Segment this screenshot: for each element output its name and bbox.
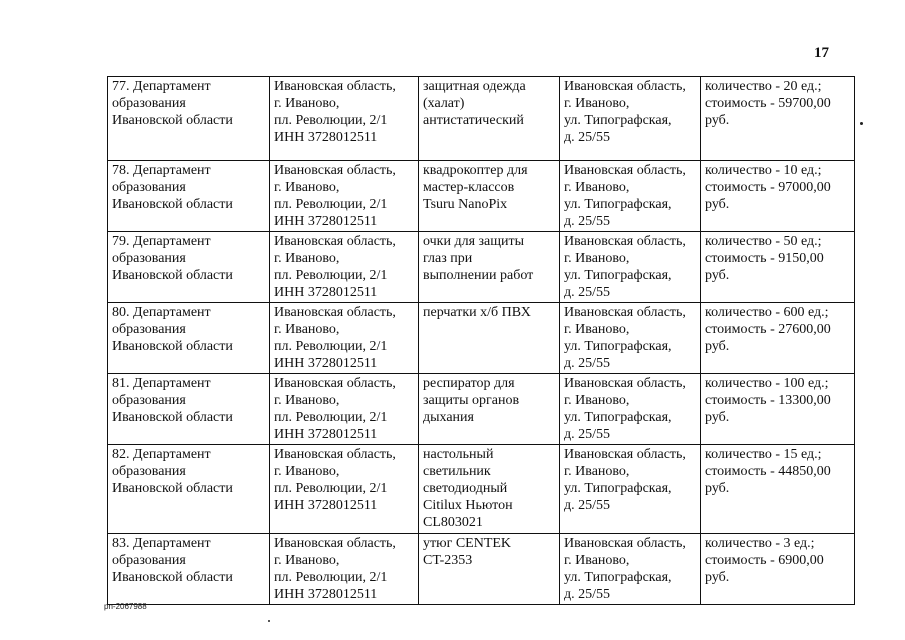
table-row (108, 232, 855, 303)
cell-line: ул. Типографская, (564, 268, 672, 283)
cell-line: стоимость - 13300,00 (705, 393, 831, 408)
cell-line: Ивановская область, (564, 447, 686, 462)
cell-line: пл. Революции, 2/1 (274, 268, 388, 283)
cell-line: пл. Революции, 2/1 (274, 570, 388, 585)
cell-line: глаз при (423, 251, 473, 266)
cell-line: д. 25/55 (564, 285, 611, 300)
cell-line: пл. Революции, 2/1 (274, 113, 388, 128)
table-row (108, 534, 855, 605)
cell-line: Ивановская область, (274, 234, 396, 249)
cell-line: мастер-классов (423, 180, 515, 195)
cell-line: Ивановская область, (274, 163, 396, 178)
cell-line: руб. (705, 339, 730, 354)
cell-line: руб. (705, 570, 730, 585)
cell-line: стоимость - 6900,00 (705, 553, 824, 568)
recipient-cell (560, 445, 701, 534)
table-row (108, 445, 855, 534)
cell-line: ул. Типографская, (564, 197, 672, 212)
agency-cell (108, 161, 270, 232)
cell-line: Ивановская область, (564, 79, 686, 94)
address-cell (270, 374, 419, 445)
address-cell (270, 161, 419, 232)
cell-line: Ивановской области (112, 197, 233, 212)
item-cell (419, 534, 560, 605)
table-row (108, 303, 855, 374)
cell-line: Ивановская область, (274, 376, 396, 391)
cell-line: Ивановская область, (274, 305, 396, 320)
cell-line: ИНН 3728012511 (274, 427, 378, 442)
cell-line: выполнении работ (423, 268, 534, 283)
cell-line: руб. (705, 268, 730, 283)
cell-line: г. Иваново, (564, 96, 630, 111)
cell-line: ул. Типографская, (564, 570, 672, 585)
cell-line: Tsuru NanoPix (423, 197, 508, 212)
cell-line: утюг CENTEK (423, 536, 512, 551)
quantity-cell (701, 445, 855, 534)
quantity-cell (701, 303, 855, 374)
cell-line: образования (112, 553, 186, 568)
cell-line: пл. Революции, 2/1 (274, 197, 388, 212)
item-cell (419, 77, 560, 161)
agency-cell (108, 374, 270, 445)
cell-line: ИНН 3728012511 (274, 214, 378, 229)
cell-line: д. 25/55 (564, 214, 611, 229)
scan-speck (268, 620, 270, 622)
scan-speck (860, 122, 863, 125)
cell-line: CT-2353 (423, 553, 473, 568)
cell-line: г. Иваново, (564, 322, 630, 337)
cell-line: стоимость - 9150,00 (705, 251, 824, 266)
cell-line: 78. Департамент (112, 163, 211, 178)
procurement-table (107, 76, 855, 605)
cell-line: Ивановская область, (274, 447, 396, 462)
quantity-cell (701, 534, 855, 605)
address-cell (270, 303, 419, 374)
agency-cell (108, 77, 270, 161)
table-row (108, 161, 855, 232)
cell-line: г. Иваново, (274, 393, 340, 408)
quantity-cell (701, 374, 855, 445)
cell-line: г. Иваново, (274, 464, 340, 479)
cell-line: количество - 50 ед.; (705, 234, 822, 249)
cell-line: 80. Департамент (112, 305, 211, 320)
address-cell (270, 445, 419, 534)
quantity-cell (701, 232, 855, 303)
cell-line: Ивановской области (112, 339, 233, 354)
cell-line: очки для защиты (423, 234, 525, 249)
cell-line: светильник (423, 464, 491, 479)
cell-line: д. 25/55 (564, 130, 611, 145)
cell-line: количество - 100 ед.; (705, 376, 829, 391)
cell-line: образования (112, 180, 186, 195)
item-cell (419, 232, 560, 303)
cell-line: Ивановская область, (564, 234, 686, 249)
cell-line: д. 25/55 (564, 498, 611, 513)
cell-line: г. Иваново, (564, 393, 630, 408)
cell-line: пл. Революции, 2/1 (274, 410, 388, 425)
cell-line: г. Иваново, (274, 251, 340, 266)
cell-line: Ивановская область, (274, 79, 396, 94)
cell-line: (халат) (423, 96, 465, 111)
cell-line: г. Иваново, (274, 180, 340, 195)
cell-line: настольный (423, 447, 494, 462)
cell-line: Citilux Ньютон (423, 498, 513, 513)
cell-line: ИНН 3728012511 (274, 285, 378, 300)
agency-cell (108, 445, 270, 534)
cell-line: количество - 20 ед.; (705, 79, 822, 94)
cell-line: образования (112, 393, 186, 408)
cell-line: 79. Департамент (112, 234, 211, 249)
agency-cell (108, 534, 270, 605)
cell-line: г. Иваново, (274, 553, 340, 568)
address-cell (270, 534, 419, 605)
cell-line: количество - 10 ед.; (705, 163, 822, 178)
cell-line: Ивановской области (112, 570, 233, 585)
item-cell (419, 161, 560, 232)
cell-line: количество - 3 ед.; (705, 536, 815, 551)
cell-line: д. 25/55 (564, 356, 611, 371)
cell-line: руб. (705, 481, 730, 496)
cell-line: г. Иваново, (564, 553, 630, 568)
cell-line: Ивановская область, (564, 163, 686, 178)
cell-line: стоимость - 59700,00 (705, 96, 831, 111)
cell-line: Ивановской области (112, 268, 233, 283)
cell-line: 82. Департамент (112, 447, 211, 462)
cell-line: г. Иваново, (274, 96, 340, 111)
quantity-cell (701, 77, 855, 161)
cell-line: Ивановская область, (564, 305, 686, 320)
cell-line: руб. (705, 410, 730, 425)
cell-line: количество - 15 ед.; (705, 447, 822, 462)
cell-line: антистатический (423, 113, 524, 128)
cell-line: Ивановская область, (564, 376, 686, 391)
table-row (108, 374, 855, 445)
cell-line: пл. Революции, 2/1 (274, 339, 388, 354)
cell-line: стоимость - 97000,00 (705, 180, 831, 195)
agency-cell (108, 303, 270, 374)
cell-line: 77. Департамент (112, 79, 211, 94)
cell-line: образования (112, 251, 186, 266)
item-cell (419, 374, 560, 445)
cell-line: д. 25/55 (564, 587, 611, 602)
cell-line: г. Иваново, (564, 464, 630, 479)
cell-line: руб. (705, 113, 730, 128)
cell-line: ИНН 3728012511 (274, 130, 378, 145)
cell-line: ИНН 3728012511 (274, 356, 378, 371)
recipient-cell (560, 374, 701, 445)
cell-line: Ивановская область, (274, 536, 396, 551)
cell-line: г. Иваново, (564, 251, 630, 266)
cell-line: Ивановской области (112, 113, 233, 128)
cell-line: ул. Типографская, (564, 113, 672, 128)
cell-line: 81. Департамент (112, 376, 211, 391)
cell-line: ул. Типографская, (564, 410, 672, 425)
cell-line: стоимость - 44850,00 (705, 464, 831, 479)
recipient-cell (560, 77, 701, 161)
page-number: 17 (814, 45, 829, 61)
cell-line: квадрокоптер для (423, 163, 528, 178)
cell-line: дыхания (423, 410, 474, 425)
cell-line: ИНН 3728012511 (274, 498, 378, 513)
table-row (108, 77, 855, 161)
cell-line: стоимость - 27600,00 (705, 322, 831, 337)
cell-line: Ивановская область, (564, 536, 686, 551)
cell-line: CL803021 (423, 515, 483, 530)
address-cell (270, 232, 419, 303)
cell-line: ул. Типографская, (564, 339, 672, 354)
cell-line: защиты органов (423, 393, 520, 408)
cell-line: респиратор для (423, 376, 515, 391)
cell-line: образования (112, 96, 186, 111)
cell-line: образования (112, 464, 186, 479)
recipient-cell (560, 161, 701, 232)
cell-line: Ивановской области (112, 410, 233, 425)
cell-line: 83. Департамент (112, 536, 211, 551)
cell-line: защитная одежда (423, 79, 526, 94)
quantity-cell (701, 161, 855, 232)
cell-line: д. 25/55 (564, 427, 611, 442)
cell-line: светодиодный (423, 481, 508, 496)
cell-line: Ивановской области (112, 481, 233, 496)
cell-line: образования (112, 322, 186, 337)
table-body (108, 77, 855, 605)
item-cell (419, 445, 560, 534)
cell-line: перчатки х/б ПВХ (423, 305, 531, 320)
agency-cell (108, 232, 270, 303)
item-cell (419, 303, 560, 374)
cell-line: г. Иваново, (274, 322, 340, 337)
cell-line: количество - 600 ед.; (705, 305, 829, 320)
cell-line: пл. Революции, 2/1 (274, 481, 388, 496)
cell-line: г. Иваново, (564, 180, 630, 195)
cell-line: ИНН 3728012511 (274, 587, 378, 602)
cell-line: руб. (705, 197, 730, 212)
document-code: pn-2067988 (104, 602, 147, 611)
cell-line: ул. Типографская, (564, 481, 672, 496)
recipient-cell (560, 303, 701, 374)
recipient-cell (560, 232, 701, 303)
address-cell (270, 77, 419, 161)
recipient-cell (560, 534, 701, 605)
